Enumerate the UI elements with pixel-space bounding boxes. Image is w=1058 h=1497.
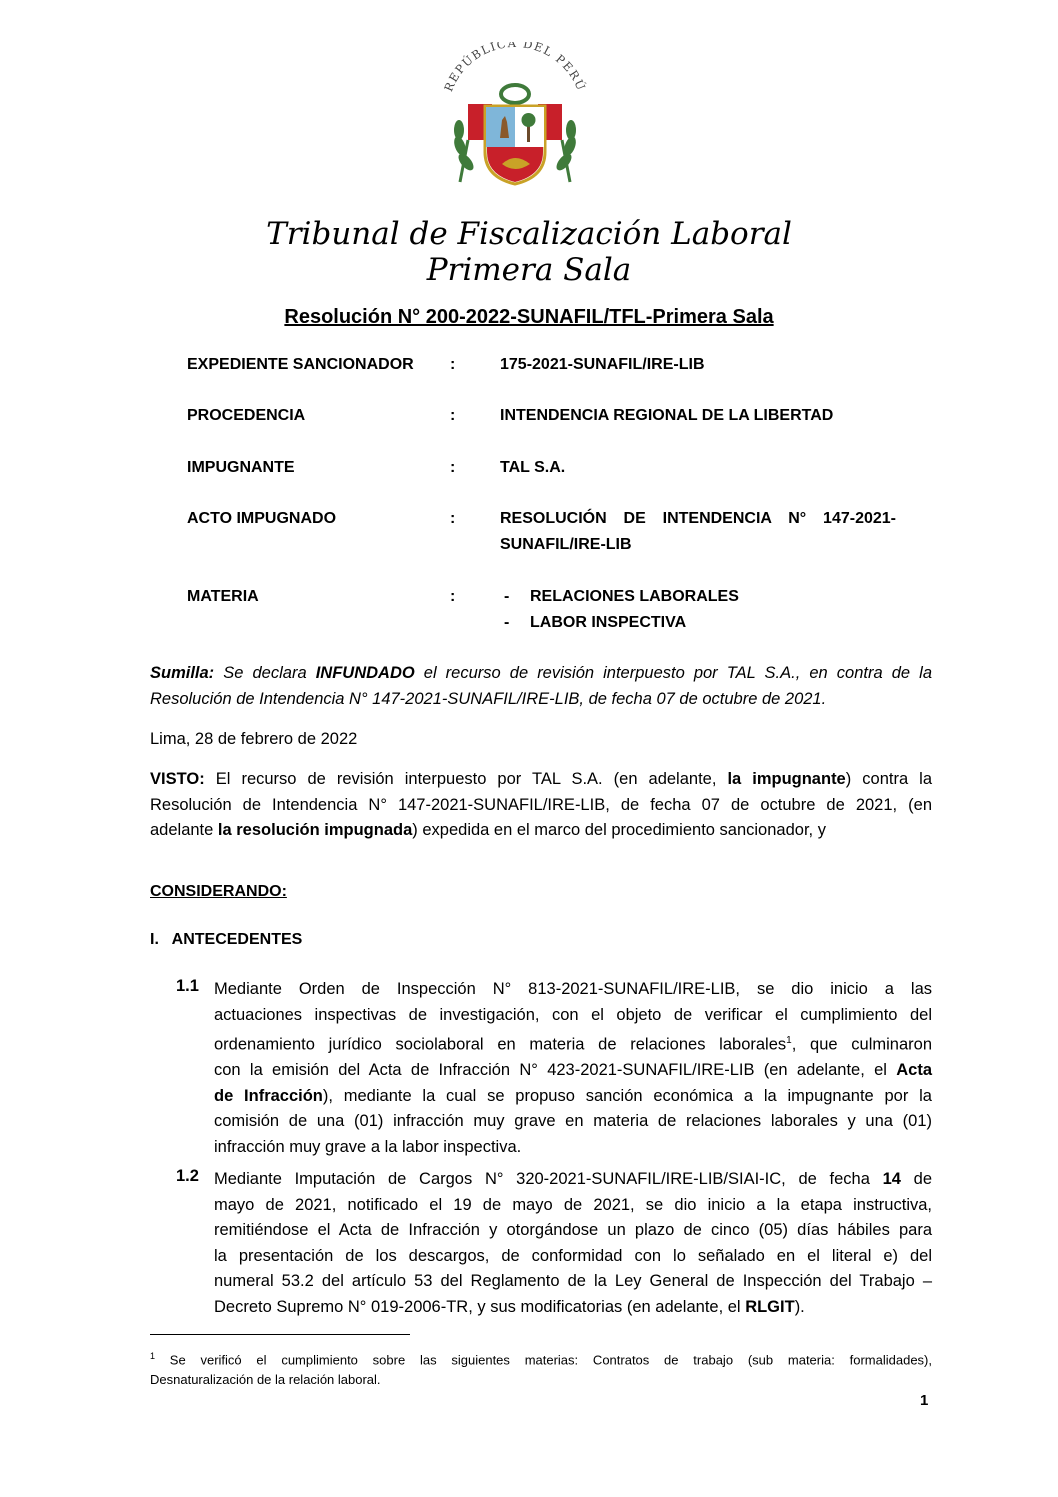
sumilla-label: Sumilla: (150, 664, 215, 682)
footnote-mark: 1 (150, 1351, 156, 1361)
coat-of-arms-seal (430, 42, 600, 192)
item-1-2-paragraph: Mediante Imputación de Cargos N° 320-2021-SUNAFIL/IRE-LIB/SIAI-IC, de fecha 14 de mayo de 2021, notificado el 19 de mayo de 2021, se dio inicio a la etapa instructiva, remitiéndose el Acta de Infracción y otorgándose un plazo de cinco (05) días hábiles para la presentación de los descargos, de conformidad con lo señalado en el literal e) del numeral 53.2 del artículo 53 del Reglamento de la Ley General de Inspección del Trabajo – Decreto Supremo N° 019-2006-TR, y sus modificatorias (en adelante, el RLGIT). (214, 1170, 933, 1316)
document-date: Lima, 28 de febrero de 2022 (150, 730, 358, 748)
meta-value-impugnante: TAL S.A. (500, 459, 566, 476)
footnote-separator (150, 1334, 410, 1335)
meta-colon: : (450, 588, 456, 605)
meta-value-acto-line2: SUNAFIL/IRE-LIB (500, 536, 632, 553)
meta-label-acto: ACTO IMPUGNADO (187, 510, 337, 527)
materia-bullet: - (504, 614, 510, 631)
materia-bullet: - (504, 588, 510, 605)
meta-colon: : (450, 356, 456, 373)
sala-title: Primera Sala (426, 252, 632, 288)
meta-label-expediente: EXPEDIENTE SANCIONADOR (187, 356, 414, 373)
item-1-1-paragraph: Mediante Orden de Inspección N° 813-2021-SUNAFIL/IRE-LIB, se dio inicio a las actuaciones inspectivas de investigación, con el objeto de verificar el cumplimiento del ordenamiento jurídico sociolaboral en materia de relaciones laborales$^1$, que culminaron con la emisión del Acta de Infracción N° 423-2021-SUNAFIL/IRE-LIB (en adelante, el Acta de Infracción), mediante la cual se propuso sanción económica a la impugnante por la comisión de una (01) infracción muy grave en materia de relaciones laborales y una (01) infracción muy grave a la labor inspectiva. (214, 980, 932, 1156)
tribunal-title: Tribunal de Fiscalización Laboral (266, 216, 792, 252)
considerando-heading: CONSIDERANDO: (150, 883, 287, 900)
seal-caption: REPÚBLICA DEL PERÚ (441, 42, 589, 94)
footnote-ref: 1 (786, 1035, 792, 1046)
meta-value-expediente: 175-2021-SUNAFIL/IRE-LIB (500, 356, 705, 373)
meta-value-acto-line1: RESOLUCIÓN DE INTENDENCIA N° 147-2021- (500, 510, 896, 527)
meta-label-impugnante: IMPUGNANTE (187, 459, 295, 476)
item-number: 1.1 (176, 977, 199, 995)
visto-paragraph: VISTO: El recurso de revisión interpuesto por TAL S.A. (en adelante, la impugnante) contra la Resolución de Intendencia N° 147-2021-SUNAFIL/IRE-LIB, de fecha 07 de octubre de 2021, (en adelante la resolución impugnada) expedida en el marco del procedimiento sancionador, y (150, 770, 933, 839)
footnote: $^1$ Se verificó el cumplimiento sobre las siguientes materias: Contratos de trabajo (sub materia: formalidades), Desnaturalización de la relación laboral. (150, 1351, 932, 1388)
materia-item: RELACIONES LABORALES (530, 588, 739, 605)
meta-label-materia: MATERIA (187, 588, 259, 605)
sumilla-paragraph: Sumilla: Se declara INFUNDADO el recurso de revisión interpuesto por TAL S.A., en contra de la Resolución de Intendencia N° 147-2021-SUNAFIL/IRE-LIB, de fecha 07 de octubre de 2021. (150, 664, 932, 708)
resolution-number: Resolución N° 200-2022-SUNAFIL/TFL-Primera Sala (284, 306, 774, 328)
sumilla-infundado: INFUNDADO (315, 664, 415, 682)
section-heading-antecedentes: I. ANTECEDENTES (150, 931, 303, 948)
coat-of-arms-icon (430, 42, 600, 192)
materia-item: LABOR INSPECTIVA (530, 614, 687, 631)
meta-value-procedencia: INTENDENCIA REGIONAL DE LA LIBERTAD (500, 407, 834, 424)
meta-colon: : (450, 407, 456, 424)
meta-label-procedencia: PROCEDENCIA (187, 407, 306, 424)
page-number: 1 (920, 1392, 929, 1409)
meta-colon: : (450, 459, 456, 476)
item-number: 1.2 (176, 1167, 199, 1185)
meta-colon: : (450, 510, 456, 527)
visto-label: VISTO: (150, 770, 205, 788)
